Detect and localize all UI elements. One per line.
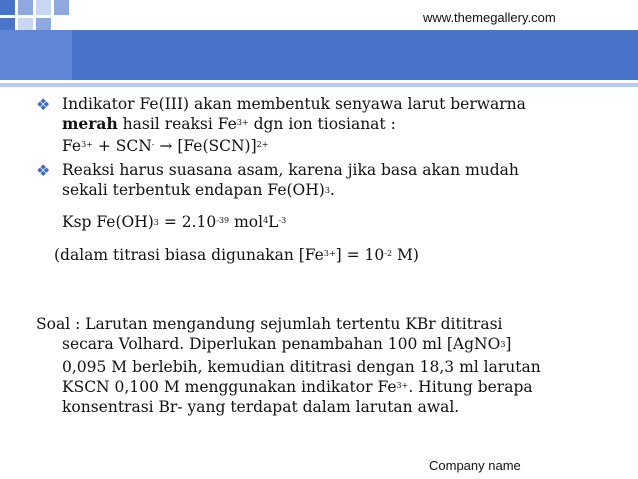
text: hasil reaksi Fe [117,115,237,133]
superscript: 2+ [256,140,269,149]
superscript: 3+ [323,249,336,258]
header-band-accent [0,30,72,80]
bullet2-line2 [62,180,631,200]
text: dgn ion tiosianat : [248,115,396,133]
superscript: 3+ [236,118,249,127]
text: ] = 10 [335,246,385,264]
bullet1-line1: Indikator Fe(III) akan membentuk senyawa larut berwarna [62,95,526,113]
tile [54,0,69,15]
header-url: www.themegallery.com [423,10,556,25]
text: L [268,213,279,231]
superscript: -39 [216,216,230,225]
slide-content [36,94,631,265]
diamond-bullet-icon: ❖ [36,161,51,180]
superscript: -3 [278,216,287,225]
superscript: 4 [263,216,269,225]
superscript: - [151,140,155,149]
text: sekali terbentuk endapan Fe(OH) [62,181,325,199]
subscript: 3 [324,186,330,195]
ksp-line [62,212,631,232]
text: ] [505,335,512,353]
text: (dalam titrasi biasa digunakan [Fe [54,246,324,264]
subscript: 3 [500,340,506,349]
text: Fe [62,137,82,155]
soal-problem [36,314,631,417]
header-band [0,30,638,80]
tile [0,0,15,15]
titrasi-line [36,245,631,265]
bullet-indikator [36,94,631,156]
text: + SCN [92,137,152,155]
text: KSCN 0,100 M menggunakan indikator Fe [62,378,397,396]
bullet1-line2 [62,114,631,134]
text: mol [229,213,264,231]
bold-merah: merah [62,114,118,133]
soal-line5: konsentrasi Br- yang terdapat dalam larutan awal. [62,398,460,416]
superscript: -2 [384,249,393,258]
subscript: 3 [153,218,159,227]
tile [36,0,51,15]
bullet-reaksi [36,160,631,232]
bullet2-line1: Reaksi harus suasana asam, karena jika basa akan mudah [62,161,519,179]
diamond-bullet-icon: ❖ [36,95,51,114]
text: Ksp Fe(OH) [62,213,154,231]
text: . [329,181,335,199]
superscript: 3+ [81,140,93,149]
soal-line1: Soal : Larutan mengandung sejumlah tertentu KBr dititrasi [36,315,503,333]
soal-line3: 0,095 M berlebih, kemudian dititrasi dengan 18,3 ml larutan [62,358,541,376]
text: M) [392,246,419,264]
soal-line2 [36,334,631,354]
header-divider [0,83,638,87]
bullet1-equation [62,136,631,156]
text: = 2.10 [158,213,217,231]
soal-line4 [36,377,631,397]
superscript: 3+ [396,381,409,390]
company-name: Company name [429,458,521,473]
text: secara Volhard. Diperlukan penambahan 100 ml [AgNO [62,335,501,353]
text: → [Fe(SCN)] [154,137,257,155]
tile [18,0,33,15]
text: . Hitung berapa [408,378,533,396]
